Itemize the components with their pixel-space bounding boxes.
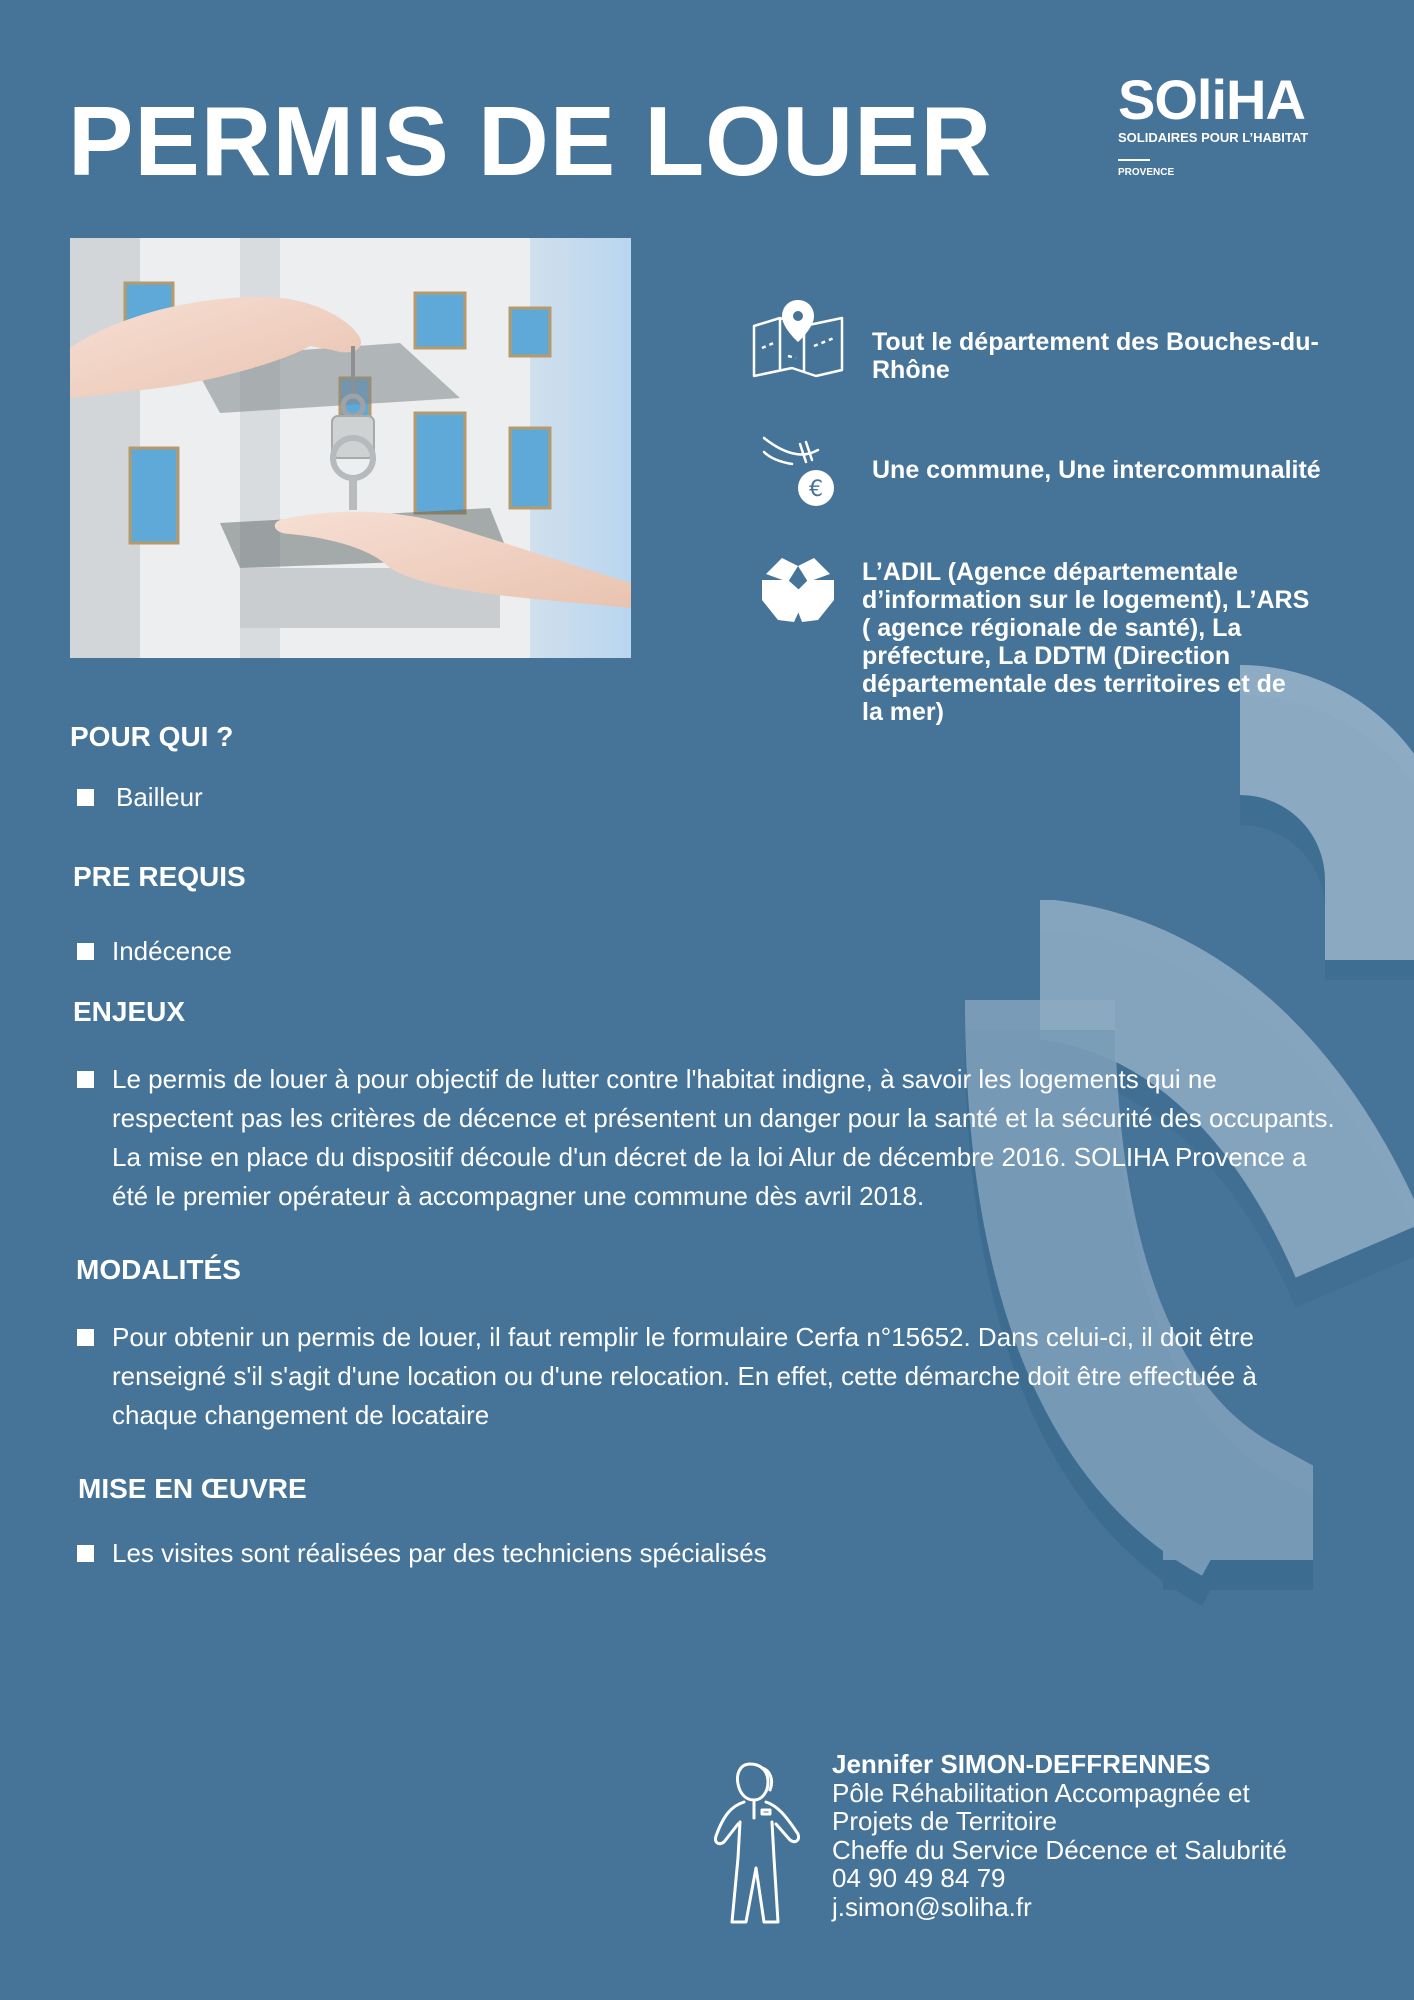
list-item: Indécence: [77, 932, 232, 971]
contact-card: [832, 1750, 1392, 1921]
contact-role-continued: Projets de Territoire: [832, 1806, 1057, 1836]
section-heading-enjeux: ENJEUX: [73, 996, 186, 1027]
section-heading-modalites: MODALITÉS: [76, 1254, 241, 1285]
logo-region: PROVENCE: [1118, 167, 1175, 178]
person-icon: [710, 1758, 806, 1928]
key-handover-photo: [70, 238, 631, 658]
info-row-territory: [748, 432, 1368, 512]
page-title: PERMIS DE LOUER: [68, 86, 993, 196]
logo-wordmark: SOliHA: [1118, 68, 1305, 131]
bullet-square: [77, 1071, 94, 1088]
handshake-icon: [748, 550, 848, 630]
section-heading-pre-requis: PRE REQUIS: [73, 861, 246, 892]
contact-position: Cheffe du Service Décence et Salubrité: [832, 1834, 1287, 1865]
info-partners-text: L’ADIL (Agence départementale d’information sur le logement), L’ARS ( agence régionale de santé), La préfecture, La DDTM (Direction départementale des territoires et de la mer): [862, 558, 1310, 726]
info-row-zone: [748, 298, 1368, 384]
info-territory-text: Une commune, Une intercommunalité: [872, 456, 1321, 484]
bullet-square: [77, 789, 94, 806]
logo-divider: [1118, 159, 1150, 161]
hand-coin-icon: [748, 432, 848, 512]
svg-text:€: €: [809, 477, 823, 502]
bullet-square: [77, 943, 94, 960]
info-zone-text: Tout le département des Bouches-du- Rhône: [872, 328, 1319, 384]
list-item: Les visites sont réalisées par des techniciens spécialisés: [77, 1534, 767, 1573]
list-item: Bailleur: [77, 778, 203, 817]
bullet-square: [77, 1329, 94, 1346]
contact-role: Pôle Réhabilitation Accompagnée et: [832, 1777, 1250, 1808]
list-item: Pour obtenir un permis de louer, il faut remplir le formulaire Cerfa n°15652. Dans celui-ci, il doit être renseigné s'il s'agit d'une location ou d'une relocation. En effet, cette démarche doit être effectuée à chaque changement de locataire: [77, 1318, 1257, 1435]
bullet-square: [77, 1545, 94, 1562]
list-item: Le permis de louer à pour objectif de lutter contre l'habitat indigne, à savoir les logements qui ne respectent pas les critères de décence et présentent un danger pour la santé et la sécurité des occupants. La mise en place du dispositif découle d'un décret de la loi Alur de décembre 2016. SOLIHA Provence a été le premier opérateur à accompagner une commune dès avril 2018.: [77, 1060, 1335, 1216]
map-pin-icon: [748, 298, 848, 378]
contact-email[interactable]: j.simon@soliha.fr: [832, 1891, 1032, 1922]
logo-tagline: SOLIDAIRES POUR L’HABITAT: [1118, 130, 1309, 145]
section-heading-mise-en-oeuvre: MISE EN ŒUVRE: [78, 1473, 307, 1504]
contact-phone: 04 90 49 84 79: [832, 1863, 1006, 1893]
section-heading-pour-qui: POUR QUI ?: [70, 721, 234, 752]
contact-name: Jennifer SIMON-DEFFRENNES: [832, 1749, 1211, 1779]
info-row-partners: [748, 550, 1368, 730]
soliha-logo: [1118, 68, 1338, 178]
